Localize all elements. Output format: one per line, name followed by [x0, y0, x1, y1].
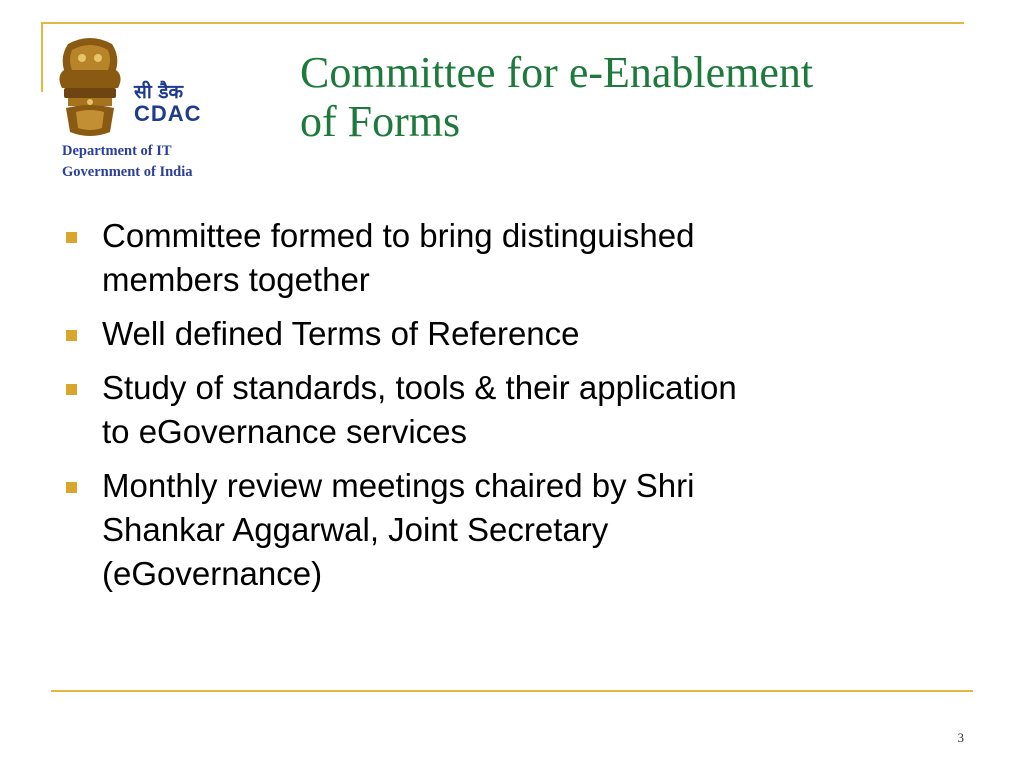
department-label [62, 141, 193, 183]
bullet-text-line: Monthly review meetings chaired by Shri [102, 467, 695, 504]
department-line: Department of IT [62, 143, 172, 159]
national-emblem-icon [54, 36, 126, 140]
bottom-rule [51, 690, 973, 692]
square-bullet-icon [66, 384, 77, 395]
bullet-text-line: members together [102, 261, 370, 298]
government-line: Government of India [62, 164, 193, 180]
cdac-logo-icon [132, 78, 260, 126]
bullet-item [66, 312, 946, 356]
bullet-text-line: Committee formed to bring distinguished [102, 217, 695, 254]
cdac-english-text: CDAC [134, 101, 202, 126]
left-rule [41, 22, 43, 92]
bullet-item [66, 366, 946, 454]
bullet-text-line: to eGovernance services [102, 413, 468, 450]
bullet-text-line: Well defined Terms of Reference [102, 315, 580, 352]
bullet-item [66, 464, 946, 596]
bullet-text-line: Study of standards, tools & their application [102, 369, 737, 406]
bullet-list [66, 214, 946, 606]
slide-title [300, 48, 990, 146]
square-bullet-icon [66, 330, 77, 341]
slide-title-line: of Forms [300, 97, 461, 146]
square-bullet-icon [66, 232, 77, 243]
bullet-text-line: (eGovernance) [102, 555, 323, 592]
bullet-item [66, 214, 946, 302]
page-number: 3 [957, 730, 964, 745]
bullet-text-line: Shankar Aggarwal, Joint Secretary [102, 511, 609, 548]
cdac-hindi-text: सी डैक [134, 81, 184, 103]
slide-title-line: Committee for e-Enablement [300, 48, 814, 97]
top-rule [41, 22, 964, 24]
square-bullet-icon [66, 482, 77, 493]
